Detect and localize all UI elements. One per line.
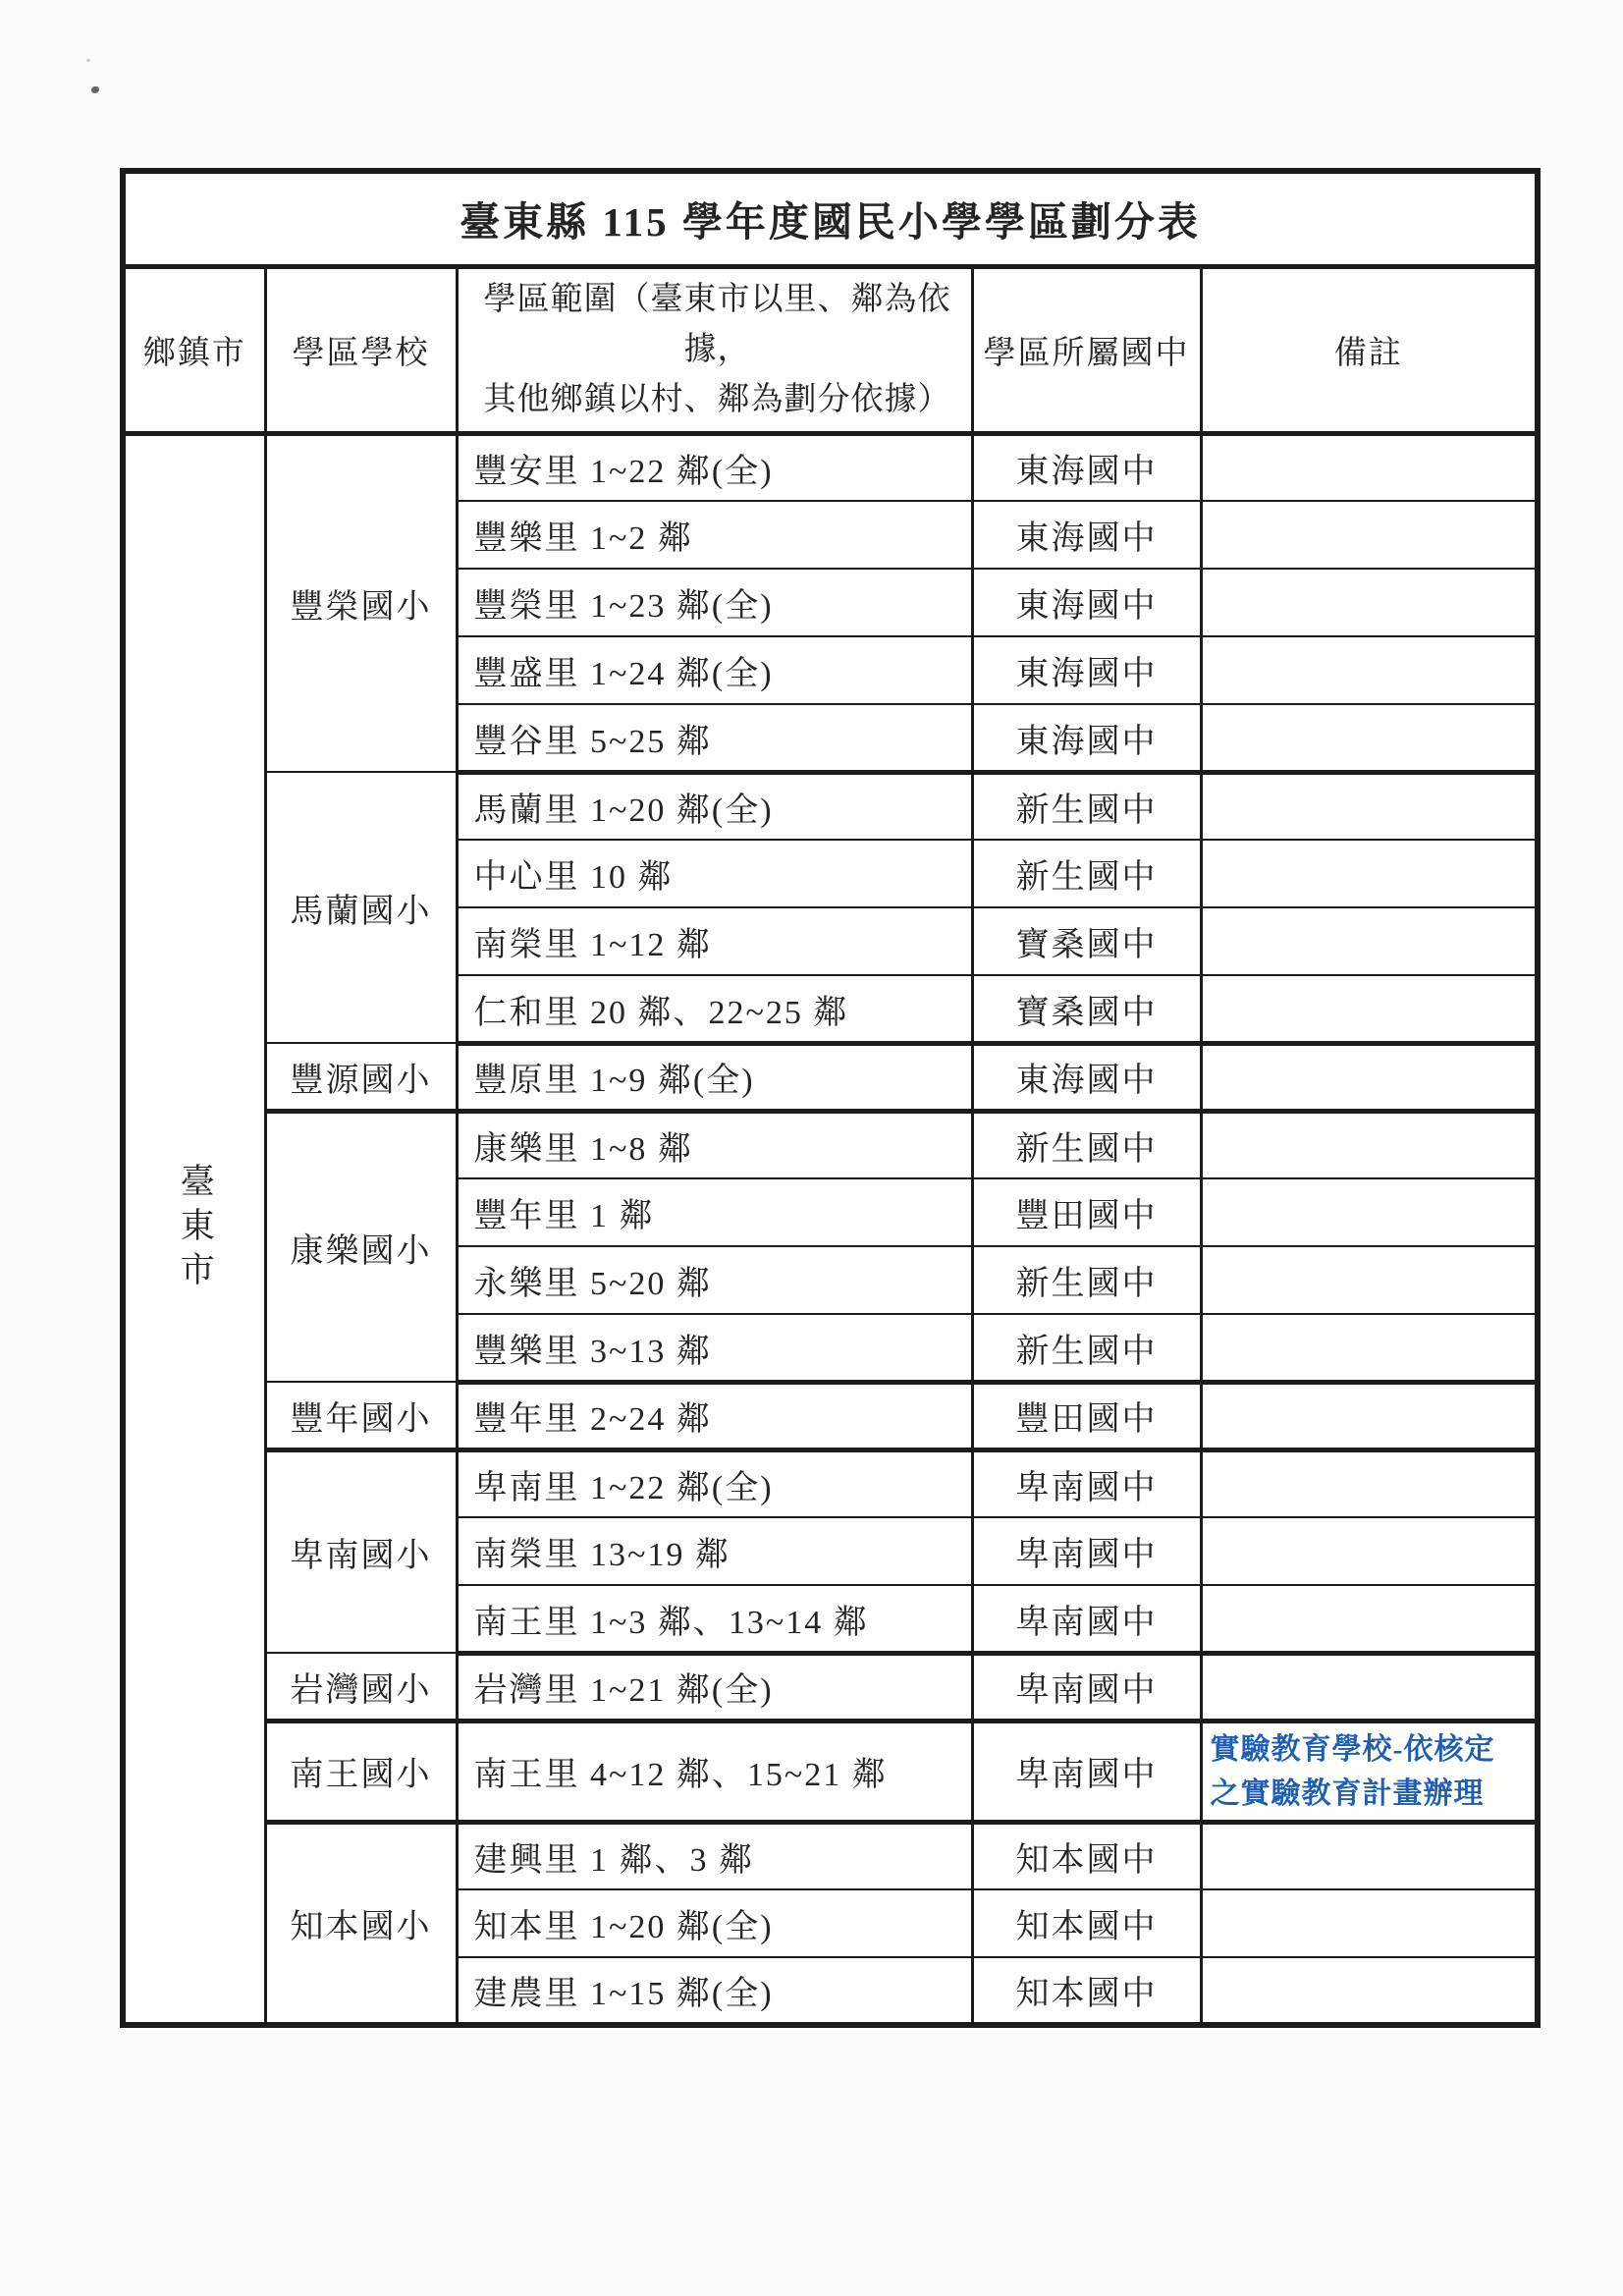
table-row bbox=[123, 1721, 1538, 1822]
table-row bbox=[123, 1822, 1538, 1889]
school-cell: 馬蘭國小 bbox=[265, 772, 457, 1043]
header-junior-high: 學區所屬國中 bbox=[972, 266, 1201, 433]
scan-speck bbox=[91, 86, 99, 93]
remark-cell bbox=[1201, 772, 1538, 840]
junior-high-cell: 寶桑國中 bbox=[972, 975, 1201, 1043]
junior-high-cell: 東海國中 bbox=[972, 704, 1201, 772]
district-range-cell: 建農里 1~15 鄰(全) bbox=[457, 1957, 972, 2025]
remark-cell bbox=[1201, 1178, 1538, 1246]
township-cell: 臺東市 bbox=[123, 433, 265, 2025]
school-cell: 岩灣國小 bbox=[265, 1653, 457, 1721]
remark-cell bbox=[1201, 704, 1538, 772]
header-remarks: 備註 bbox=[1201, 266, 1538, 433]
remark-cell bbox=[1201, 1382, 1538, 1449]
school-cell: 知本國小 bbox=[265, 1822, 457, 2025]
table-row bbox=[123, 1382, 1538, 1449]
junior-high-cell: 新生國中 bbox=[972, 1314, 1201, 1382]
junior-high-cell: 新生國中 bbox=[972, 772, 1201, 840]
scan-speck bbox=[86, 59, 90, 62]
district-range-cell: 岩灣里 1~21 鄰(全) bbox=[457, 1653, 972, 1721]
junior-high-cell: 東海國中 bbox=[972, 433, 1201, 501]
district-range-cell: 豐谷里 5~25 鄰 bbox=[457, 704, 972, 772]
district-range-cell: 建興里 1 鄰、3 鄰 bbox=[457, 1822, 972, 1889]
district-range-cell: 豐年里 2~24 鄰 bbox=[457, 1382, 972, 1449]
junior-high-cell: 卑南國中 bbox=[972, 1721, 1201, 1822]
remark-cell bbox=[1201, 1246, 1538, 1314]
remark-cell bbox=[1201, 1111, 1538, 1178]
header-township: 鄉鎮市 bbox=[123, 266, 265, 433]
school-cell: 康樂國小 bbox=[265, 1111, 457, 1382]
district-range-cell: 卑南里 1~22 鄰(全) bbox=[457, 1449, 972, 1517]
junior-high-cell: 卑南國中 bbox=[972, 1517, 1201, 1585]
district-table bbox=[120, 168, 1541, 2028]
junior-high-cell: 知本國中 bbox=[972, 1957, 1201, 2025]
remark-cell bbox=[1201, 1721, 1538, 1822]
junior-high-cell: 東海國中 bbox=[972, 501, 1201, 569]
district-range-cell: 仁和里 20 鄰、22~25 鄰 bbox=[457, 975, 972, 1043]
title-row bbox=[123, 171, 1538, 266]
district-range-cell: 永樂里 5~20 鄰 bbox=[457, 1246, 972, 1314]
school-cell: 卑南國小 bbox=[265, 1449, 457, 1653]
school-cell: 豐年國小 bbox=[265, 1382, 457, 1449]
junior-high-cell: 新生國中 bbox=[972, 1246, 1201, 1314]
junior-high-cell: 豐田國中 bbox=[972, 1382, 1201, 1449]
district-range-cell: 南王里 4~12 鄰、15~21 鄰 bbox=[457, 1721, 972, 1822]
experimental-education-note-line2: 之實驗教育計畫辦理 bbox=[1210, 1777, 1485, 1810]
table-row bbox=[123, 772, 1538, 840]
remark-cell bbox=[1201, 1314, 1538, 1382]
header-school: 學區學校 bbox=[265, 266, 457, 433]
junior-high-cell: 東海國中 bbox=[972, 636, 1201, 704]
remark-cell bbox=[1201, 1449, 1538, 1517]
header-range-line2: 其他鄉鎮以村、鄰為劃分依據） bbox=[483, 381, 951, 417]
remark-cell bbox=[1201, 636, 1538, 704]
district-range-cell: 豐榮里 1~23 鄰(全) bbox=[457, 569, 972, 636]
remark-cell bbox=[1201, 1889, 1538, 1957]
district-range-cell: 南榮里 1~12 鄰 bbox=[457, 907, 972, 975]
district-range-cell: 南王里 1~3 鄰、13~14 鄰 bbox=[457, 1585, 972, 1653]
district-range-cell: 中心里 10 鄰 bbox=[457, 840, 972, 907]
junior-high-cell: 知本國中 bbox=[972, 1822, 1201, 1889]
junior-high-cell: 新生國中 bbox=[972, 1111, 1201, 1178]
district-range-cell: 康樂里 1~8 鄰 bbox=[457, 1111, 972, 1178]
junior-high-cell: 卑南國中 bbox=[972, 1653, 1201, 1721]
table-row bbox=[123, 1653, 1538, 1721]
remark-cell bbox=[1201, 569, 1538, 636]
remark-cell bbox=[1201, 501, 1538, 569]
school-cell: 南王國小 bbox=[265, 1721, 457, 1822]
remark-cell bbox=[1201, 1653, 1538, 1721]
remark-cell bbox=[1201, 1517, 1538, 1585]
remark-cell bbox=[1201, 433, 1538, 501]
remark-cell bbox=[1201, 1043, 1538, 1111]
school-cell: 豐源國小 bbox=[265, 1043, 457, 1111]
table-row bbox=[123, 1111, 1538, 1178]
remark-cell bbox=[1201, 840, 1538, 907]
header-range bbox=[457, 266, 972, 433]
district-range-cell: 豐樂里 3~13 鄰 bbox=[457, 1314, 972, 1382]
junior-high-cell: 卑南國中 bbox=[972, 1449, 1201, 1517]
remark-cell bbox=[1201, 1957, 1538, 2025]
district-range-cell: 知本里 1~20 鄰(全) bbox=[457, 1889, 972, 1957]
junior-high-cell: 東海國中 bbox=[972, 1043, 1201, 1111]
header-row bbox=[123, 266, 1538, 433]
junior-high-cell: 卑南國中 bbox=[972, 1585, 1201, 1653]
remark-cell bbox=[1201, 975, 1538, 1043]
district-range-cell: 豐盛里 1~24 鄰(全) bbox=[457, 636, 972, 704]
district-range-cell: 豐年里 1 鄰 bbox=[457, 1178, 972, 1246]
table-row bbox=[123, 1043, 1538, 1111]
table-row bbox=[123, 433, 1538, 501]
remark-cell bbox=[1201, 907, 1538, 975]
table-row bbox=[123, 1449, 1538, 1517]
remark-cell bbox=[1201, 1585, 1538, 1653]
district-range-cell: 馬蘭里 1~20 鄰(全) bbox=[457, 772, 972, 840]
district-range-cell: 豐安里 1~22 鄰(全) bbox=[457, 433, 972, 501]
remark-cell bbox=[1201, 1822, 1538, 1889]
junior-high-cell: 寶桑國中 bbox=[972, 907, 1201, 975]
header-range-line1: 學區範圍（臺東市以里、鄰為依據， bbox=[483, 281, 951, 367]
junior-high-cell: 豐田國中 bbox=[972, 1178, 1201, 1246]
district-range-cell: 豐樂里 1~2 鄰 bbox=[457, 501, 972, 569]
junior-high-cell: 知本國中 bbox=[972, 1889, 1201, 1957]
junior-high-cell: 新生國中 bbox=[972, 840, 1201, 907]
school-cell: 豐榮國小 bbox=[265, 433, 457, 772]
district-range-cell: 南榮里 13~19 鄰 bbox=[457, 1517, 972, 1585]
junior-high-cell: 東海國中 bbox=[972, 569, 1201, 636]
district-range-cell: 豐原里 1~9 鄰(全) bbox=[457, 1043, 972, 1111]
document-title: 臺東縣 115 學年度國民小學學區劃分表 bbox=[123, 171, 1538, 266]
experimental-education-note-line1: 實驗教育學校-依核定 bbox=[1210, 1732, 1495, 1766]
